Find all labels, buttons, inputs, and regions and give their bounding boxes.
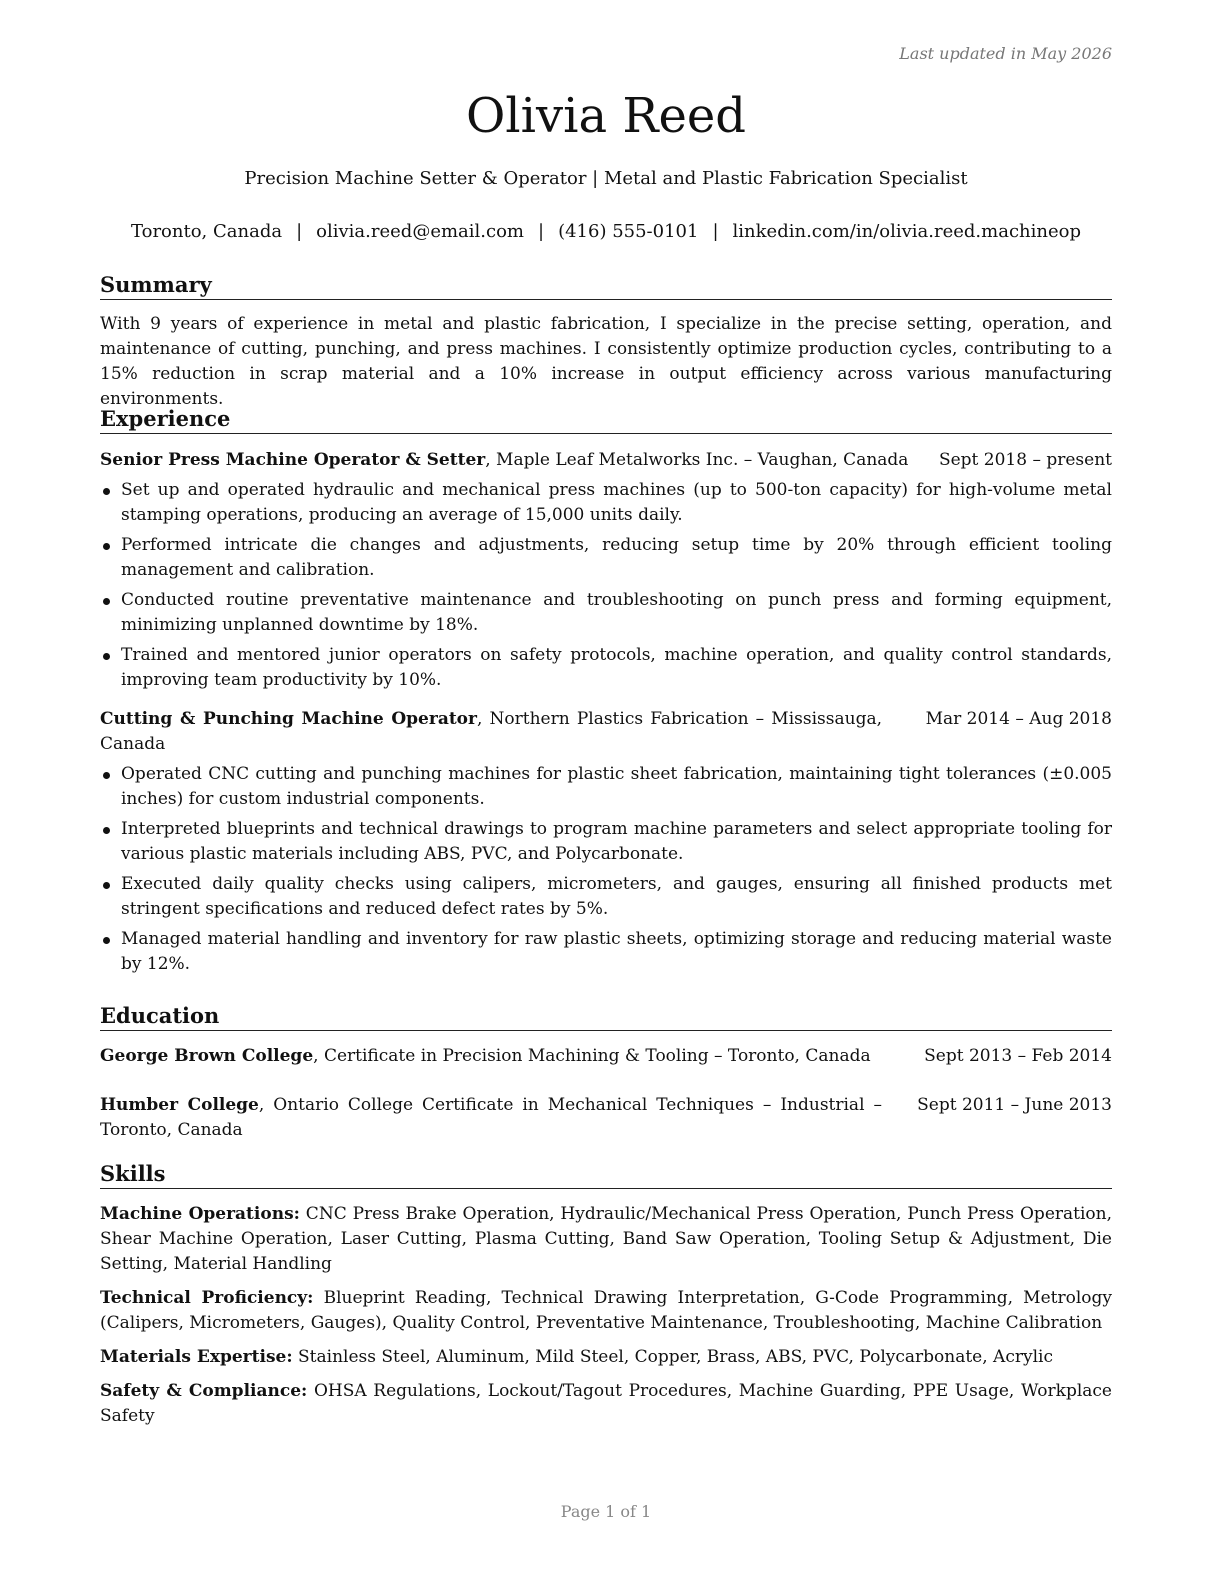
experience-title: Experience	[100, 405, 1112, 434]
job-dates: Mar 2014 – Aug 2018	[906, 707, 1112, 732]
bullet-item: Managed material handling and inventory for raw plastic sheets, optimizing storage and reducing material waste by 12%.	[100, 927, 1112, 977]
contact-linkedin[interactable]: linkedin.com/in/olivia.reed.machineop	[732, 221, 1081, 242]
skill-group	[100, 1345, 1112, 1370]
bullet-item: Performed intricate die changes and adjustments, reducing setup time by 20% through efficient tooling management and calibration.	[100, 533, 1112, 583]
job-dates: Sept 2018 – present	[919, 448, 1112, 473]
skill-label: Machine Operations:	[100, 1204, 300, 1224]
job-bullets	[100, 762, 1112, 977]
bullet-item: Conducted routine preventative maintenance and troubleshooting on punch press and forming equipment, minimizing unplanned downtime by 18%.	[100, 588, 1112, 638]
job-role: Cutting & Punching Machine Operator	[100, 709, 477, 729]
skill-label: Safety & Compliance:	[100, 1381, 308, 1401]
resume-page	[100, 0, 1112, 1584]
summary-section	[100, 271, 1112, 412]
summary-text: With 9 years of experience in metal and plastic fabrication, I specialize in the precise setting, operation, and maintenance of cutting, punching, and press machines. I consistently optimize production cycles, contributing to a 15% reduction in scrap material and a 10% increase in output efficiency across various manufacturing environments.	[100, 314, 1112, 409]
education-header	[100, 1093, 1112, 1143]
skill-label: Technical Proficiency:	[100, 1288, 314, 1308]
candidate-name: Olivia Reed	[465, 88, 747, 144]
headline: Precision Machine Setter & Operator | Metal and Plastic Fabrication Specialist	[244, 168, 968, 189]
job-entry	[100, 448, 1112, 693]
job-company: , Northern Plastics Fabrication – Mississauga, Canada	[100, 709, 882, 754]
education-header	[100, 1044, 1112, 1069]
skill-list: CNC Press Brake Operation, Hydraulic/Mechanical Press Operation, Punch Press Operation, Shear Machine Operation, Laser Cutting, Plasma Cutting, Band Saw Operation, Tooling Setup & Adjustment, Die Setting, Material Handling	[100, 1204, 1112, 1274]
school-detail: , Certificate in Precision Machining & Tooling – Toronto, Canada	[313, 1046, 871, 1066]
contact-location: Toronto, Canada	[131, 221, 283, 242]
job-header	[100, 707, 1112, 757]
school-name: Humber College	[100, 1095, 259, 1115]
bullet-item: Operated CNC cutting and punching machines for plastic sheet fabrication, maintaining tight tolerances (±0.005 inches) for custom industrial components.	[100, 762, 1112, 812]
summary-title: Summary	[100, 271, 1112, 300]
contact-line	[100, 219, 1112, 245]
education-section	[100, 1002, 1112, 1143]
job-header	[100, 448, 1112, 473]
job-role: Senior Press Machine Operator & Setter	[100, 450, 486, 470]
education-title: Education	[100, 1002, 1112, 1031]
bullet-item: Set up and operated hydraulic and mechanical press machines (up to 500-ton capacity) for high-volume metal stamping operations, producing an average of 15,000 units daily.	[100, 478, 1112, 528]
education-entry	[100, 1093, 1112, 1143]
skill-group	[100, 1379, 1112, 1429]
bullet-item: Executed daily quality checks using calipers, micrometers, and gauges, ensuring all finished products met stringent specifications and reduced defect rates by 5%.	[100, 872, 1112, 922]
education-entry	[100, 1044, 1112, 1069]
job-company: , Maple Leaf Metalworks Inc. – Vaughan, Canada	[485, 450, 909, 470]
skill-list: OHSA Regulations, Lockout/Tagout Procedures, Machine Guarding, PPE Usage, Workplace Safety	[100, 1381, 1112, 1426]
education-dates: Sept 2011 – June 2013	[897, 1093, 1112, 1118]
skill-label: Materials Expertise:	[100, 1347, 293, 1367]
skill-group	[100, 1202, 1112, 1277]
skills-section	[100, 1160, 1112, 1429]
education-dates: Sept 2013 – Feb 2014	[904, 1044, 1112, 1069]
experience-section	[100, 405, 1112, 982]
skill-list: Stainless Steel, Aluminum, Mild Steel, Copper, Brass, ABS, PVC, Polycarbonate, Acrylic	[292, 1347, 1053, 1367]
page-number: Page 1 of 1	[560, 1502, 652, 1521]
job-bullets	[100, 478, 1112, 693]
skill-group	[100, 1286, 1112, 1336]
skills-title: Skills	[100, 1160, 1112, 1189]
contact-email[interactable]: olivia.reed@email.com	[316, 221, 524, 242]
bullet-item: Interpreted blueprints and technical drawings to program machine parameters and select appropriate tooling for various plastic materials including ABS, PVC, and Polycarbonate.	[100, 817, 1112, 867]
bullet-item: Trained and mentored junior operators on safety protocols, machine operation, and quality control standards, improving team productivity by 10%.	[100, 643, 1112, 693]
contact-separator: |	[712, 221, 719, 242]
skill-list: Blueprint Reading, Technical Drawing Interpretation, G-Code Programming, Metrology (Calipers, Micrometers, Gauges), Quality Control, Preventative Maintenance, Troubleshooting, Machine Calibration	[100, 1288, 1113, 1333]
contact-phone[interactable]: (416) 555-0101	[558, 221, 699, 242]
last-updated: Last updated in May 2026	[899, 44, 1112, 63]
contact-separator: |	[538, 221, 545, 242]
school-detail: , Ontario College Certificate in Mechanical Techniques – Industrial – Toronto, Canada	[100, 1095, 882, 1140]
job-entry	[100, 707, 1112, 977]
school-name: George Brown College	[100, 1046, 314, 1066]
contact-separator: |	[296, 221, 303, 242]
